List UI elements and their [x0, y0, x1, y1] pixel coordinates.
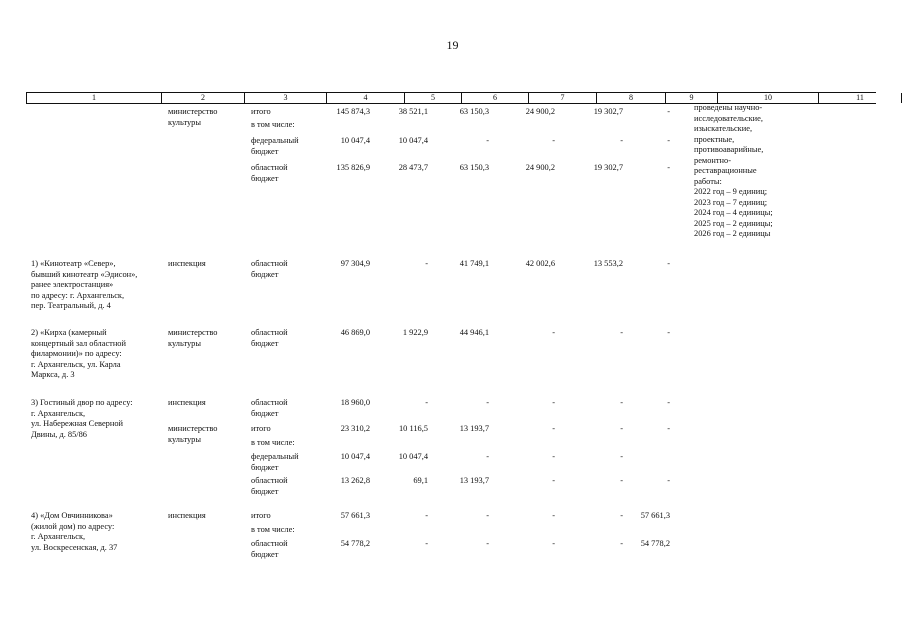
result-note-line: ремонтно- — [694, 155, 731, 165]
funding-source-line: бюджет — [251, 173, 279, 183]
col-header-1: 1 — [26, 93, 161, 103]
result-note-line: проектные, — [694, 134, 735, 144]
amount-cell: - — [552, 328, 555, 337]
amount-cell: 46 869,0 — [340, 328, 370, 337]
amount-cell: 63 150,3 — [459, 107, 489, 116]
result-note-line: 2022 год – 9 единиц; — [694, 187, 768, 196]
responsible-agency-line: инспекция — [168, 259, 206, 268]
object-name-line: Маркса, д. 3 — [31, 370, 75, 379]
object-name-line: г. Архангельск, — [31, 532, 86, 541]
col-header-7: 7 — [528, 93, 596, 103]
amount-cell: - — [552, 539, 555, 548]
object-name-line: концертный зал областной — [31, 338, 126, 348]
amount-cell: - — [552, 398, 555, 407]
object-name-line: бывший кинотеатр «Эдисон», — [31, 269, 138, 279]
result-note-line: 2025 год – 2 единицы; — [694, 218, 773, 228]
amount-cell: - — [620, 398, 623, 407]
object-name-line: филармонии)» по адресу: — [31, 349, 122, 358]
col-header-4: 4 — [326, 93, 404, 103]
funding-source-line: федеральный — [251, 452, 299, 461]
col-header-10: 10 — [717, 93, 818, 103]
funding-source-line: бюджет — [251, 549, 279, 559]
amount-cell: - — [486, 511, 489, 520]
amount-cell: - — [620, 424, 623, 433]
amount-cell: - — [425, 539, 428, 548]
funding-source-line: в том числе: — [251, 438, 295, 447]
object-name-line: по адресу: г. Архангельск, — [31, 290, 125, 300]
object-name-line: ул. Воскресенская, д. 37 — [31, 542, 118, 552]
col-header-8: 8 — [596, 93, 665, 103]
amount-cell: 69,1 — [413, 476, 428, 485]
object-name-line: пер. Театральный, д. 4 — [31, 301, 111, 310]
amount-cell: - — [667, 398, 670, 407]
funding-source-line: бюджет — [251, 486, 279, 496]
amount-cell: 13 193,7 — [459, 424, 489, 433]
amount-cell: - — [486, 136, 489, 145]
amount-cell: 57 661,3 — [340, 511, 370, 520]
object-name-line: 3) Гостиный двор по адресу: — [31, 398, 133, 407]
amount-cell: - — [552, 511, 555, 520]
amount-cell: 18 960,0 — [340, 398, 370, 407]
responsible-agency-line: культуры — [168, 117, 201, 127]
amount-cell: - — [552, 476, 555, 485]
responsible-agency-line: министерство — [168, 328, 218, 337]
amount-cell: 57 661,3 — [640, 511, 670, 520]
responsible-agency-line: культуры — [168, 338, 201, 348]
amount-cell: 19 302,7 — [593, 163, 623, 172]
amount-cell: - — [425, 511, 428, 520]
object-name-line: ранее электростанция» — [31, 280, 114, 289]
funding-source-line: итого — [251, 424, 271, 433]
result-note-line: изыскательские, — [694, 124, 753, 133]
amount-cell: 13 262,8 — [340, 476, 370, 485]
result-note-line: реставрационные — [694, 166, 757, 175]
amount-cell: - — [667, 476, 670, 485]
funding-source-line: бюджет — [251, 338, 279, 348]
funding-source-line: федеральный — [251, 136, 299, 145]
col-header-6: 6 — [461, 93, 528, 103]
col-header-11: 11 — [818, 93, 902, 103]
amount-cell: 10 047,4 — [340, 452, 370, 461]
result-note-line: проведены научно- — [694, 103, 763, 112]
result-note-line: исследовательские, — [694, 113, 763, 123]
amount-cell: - — [486, 539, 489, 548]
object-name-line: г. Архангельск, ул. Карла — [31, 359, 121, 369]
amount-cell: - — [667, 259, 670, 268]
amount-cell: 145 874,3 — [336, 107, 370, 116]
object-name-line: 4) «Дом Овчинникова» — [31, 511, 113, 520]
result-note-line: 2024 год – 4 единицы; — [694, 208, 773, 217]
amount-cell: - — [667, 424, 670, 433]
funding-source-line: в том числе: — [251, 525, 295, 534]
amount-cell: - — [667, 136, 670, 145]
page-number: 19 — [446, 38, 459, 52]
amount-cell: 38 521,1 — [398, 107, 428, 116]
amount-cell: 1 922,9 — [402, 328, 428, 337]
col-header-3: 3 — [244, 93, 326, 103]
amount-cell: - — [620, 476, 623, 485]
responsible-agency-line: министерство — [168, 107, 218, 116]
responsible-agency-line: инспекция — [168, 511, 206, 520]
amount-cell: 24 900,2 — [525, 163, 555, 172]
funding-source-line: бюджет — [251, 269, 279, 279]
funding-source-line: бюджет — [251, 462, 279, 472]
amount-cell: 10 047,4 — [398, 136, 428, 145]
funding-source-line: областной — [251, 539, 288, 548]
object-name-line: г. Архангельск, — [31, 408, 86, 418]
amount-cell: 13 553,2 — [593, 259, 623, 268]
result-note-line: противоаварийные, — [694, 145, 764, 154]
funding-source-line: областной — [251, 476, 288, 485]
amount-cell: - — [620, 452, 623, 461]
object-name-line: (жилой дом) по адресу: — [31, 521, 115, 531]
result-note-line: работы: — [694, 176, 722, 186]
object-name-line: ул. Набережная Северной — [31, 419, 124, 428]
funding-source-line: в том числе: — [251, 120, 295, 129]
responsible-agency-line: министерство — [168, 424, 218, 433]
funding-source-line: областной — [251, 259, 288, 268]
funding-source-line: областной — [251, 398, 288, 407]
funding-source-line: итого — [251, 511, 271, 520]
amount-cell: 54 778,2 — [340, 539, 370, 548]
amount-cell: 23 310,2 — [340, 424, 370, 433]
amount-cell: - — [552, 136, 555, 145]
amount-cell: - — [667, 328, 670, 337]
amount-cell: 97 304,9 — [340, 259, 370, 268]
amount-cell: 19 302,7 — [593, 107, 623, 116]
responsible-agency-line: инспекция — [168, 398, 206, 407]
amount-cell: 54 778,2 — [640, 539, 670, 548]
amount-cell: - — [425, 398, 428, 407]
amount-cell: 13 193,7 — [459, 476, 489, 485]
amount-cell: 135 826,9 — [336, 163, 370, 172]
object-name-line: Двины, д. 85/86 — [31, 429, 87, 439]
col-header-9: 9 — [665, 93, 717, 103]
result-note-line: 2026 год – 2 единицы — [694, 229, 771, 238]
object-name-line: 1) «Кинотеатр «Север», — [31, 259, 116, 268]
amount-cell: 28 473,7 — [398, 163, 428, 172]
amount-cell: 24 900,2 — [525, 107, 555, 116]
funding-source-line: бюджет — [251, 146, 279, 156]
amount-cell: - — [425, 259, 428, 268]
amount-cell: 63 150,3 — [459, 163, 489, 172]
col-header-2: 2 — [161, 93, 244, 103]
col-header-5: 5 — [404, 93, 461, 103]
funding-source-line: областной — [251, 163, 288, 172]
amount-cell: 44 946,1 — [459, 328, 489, 337]
amount-cell: - — [486, 398, 489, 407]
amount-cell: - — [486, 452, 489, 461]
amount-cell: - — [620, 136, 623, 145]
amount-cell: 42 002,6 — [525, 259, 555, 268]
amount-cell: 10 047,4 — [398, 452, 428, 461]
result-note-line: 2023 год – 7 единиц; — [694, 197, 768, 207]
amount-cell: 41 749,1 — [459, 259, 489, 268]
amount-cell: - — [667, 107, 670, 116]
amount-cell: 10 047,4 — [340, 136, 370, 145]
amount-cell: 10 116,5 — [398, 424, 428, 433]
amount-cell: - — [620, 539, 623, 548]
amount-cell: - — [667, 163, 670, 172]
amount-cell: - — [620, 511, 623, 520]
responsible-agency-line: культуры — [168, 434, 201, 444]
object-name-line: 2) «Кирха (камерный — [31, 328, 107, 337]
funding-source-line: бюджет — [251, 408, 279, 418]
funding-source-line: областной — [251, 328, 288, 337]
funding-source-line: итого — [251, 107, 271, 116]
amount-cell: - — [552, 424, 555, 433]
amount-cell: - — [620, 328, 623, 337]
amount-cell: - — [552, 452, 555, 461]
